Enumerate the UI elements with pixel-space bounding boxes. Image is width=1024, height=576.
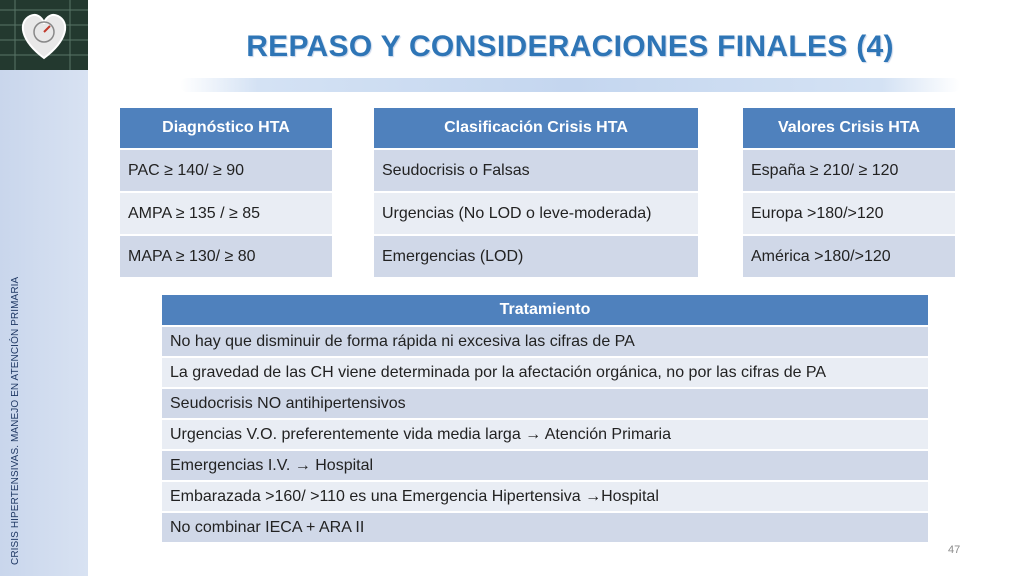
table-diagnostico <box>118 106 334 279</box>
table-cell: PAC ≥ 140/ ≥ 90 <box>119 149 333 192</box>
table-header: Diagnóstico HTA <box>119 107 333 149</box>
table-cell: Embarazada >160/ >110 es una Emergencia Hipertensiva →Hospital <box>161 481 929 512</box>
table-cell: No hay que disminuir de forma rápida ni excesiva las cifras de PA <box>161 326 929 357</box>
table-cell: No combinar IECA + ARA II <box>161 512 929 543</box>
table-cell: Emergencias (LOD) <box>373 235 699 278</box>
table-header: Valores Crisis HTA <box>742 107 956 149</box>
page-title: REPASO Y CONSIDERACIONES FINALES (4) <box>246 30 894 63</box>
page-number: 47 <box>948 544 961 556</box>
table-cell: Seudocrisis o Falsas <box>373 149 699 192</box>
table-cell: Urgencias (No LOD o leve-moderada) <box>373 192 699 235</box>
table-cell: Emergencias I.V. → Hospital <box>161 450 929 481</box>
table-cell: América >180/>120 <box>742 235 956 278</box>
table-cell: Seudocrisis NO antihipertensivos <box>161 388 929 419</box>
table-cell: La gravedad de las CH viene determinada por la afectación orgánica, no por las cifras de PA <box>161 357 929 388</box>
table-cell: Europa >180/>120 <box>742 192 956 235</box>
sidebar-vertical-text: CRISIS HIPERTENSIVAS. MANEJO EN ATENCIÓN PRIMARIA <box>10 276 21 565</box>
table-header: Clasificación Crisis HTA <box>373 107 699 149</box>
table-cell: España ≥ 210/ ≥ 120 <box>742 149 956 192</box>
table-clasificacion <box>372 106 700 279</box>
title-underline <box>180 78 960 92</box>
table-valores <box>741 106 957 279</box>
table-tratamiento <box>160 293 930 544</box>
logo-heart-icon <box>0 0 88 70</box>
table-header: Tratamiento <box>161 294 929 326</box>
table-cell: AMPA ≥ 135 / ≥ 85 <box>119 192 333 235</box>
table-cell: Urgencias V.O. preferentemente vida media larga → Atención Primaria <box>161 419 929 450</box>
table-cell: MAPA ≥ 130/ ≥ 80 <box>119 235 333 278</box>
sidebar <box>0 0 88 576</box>
